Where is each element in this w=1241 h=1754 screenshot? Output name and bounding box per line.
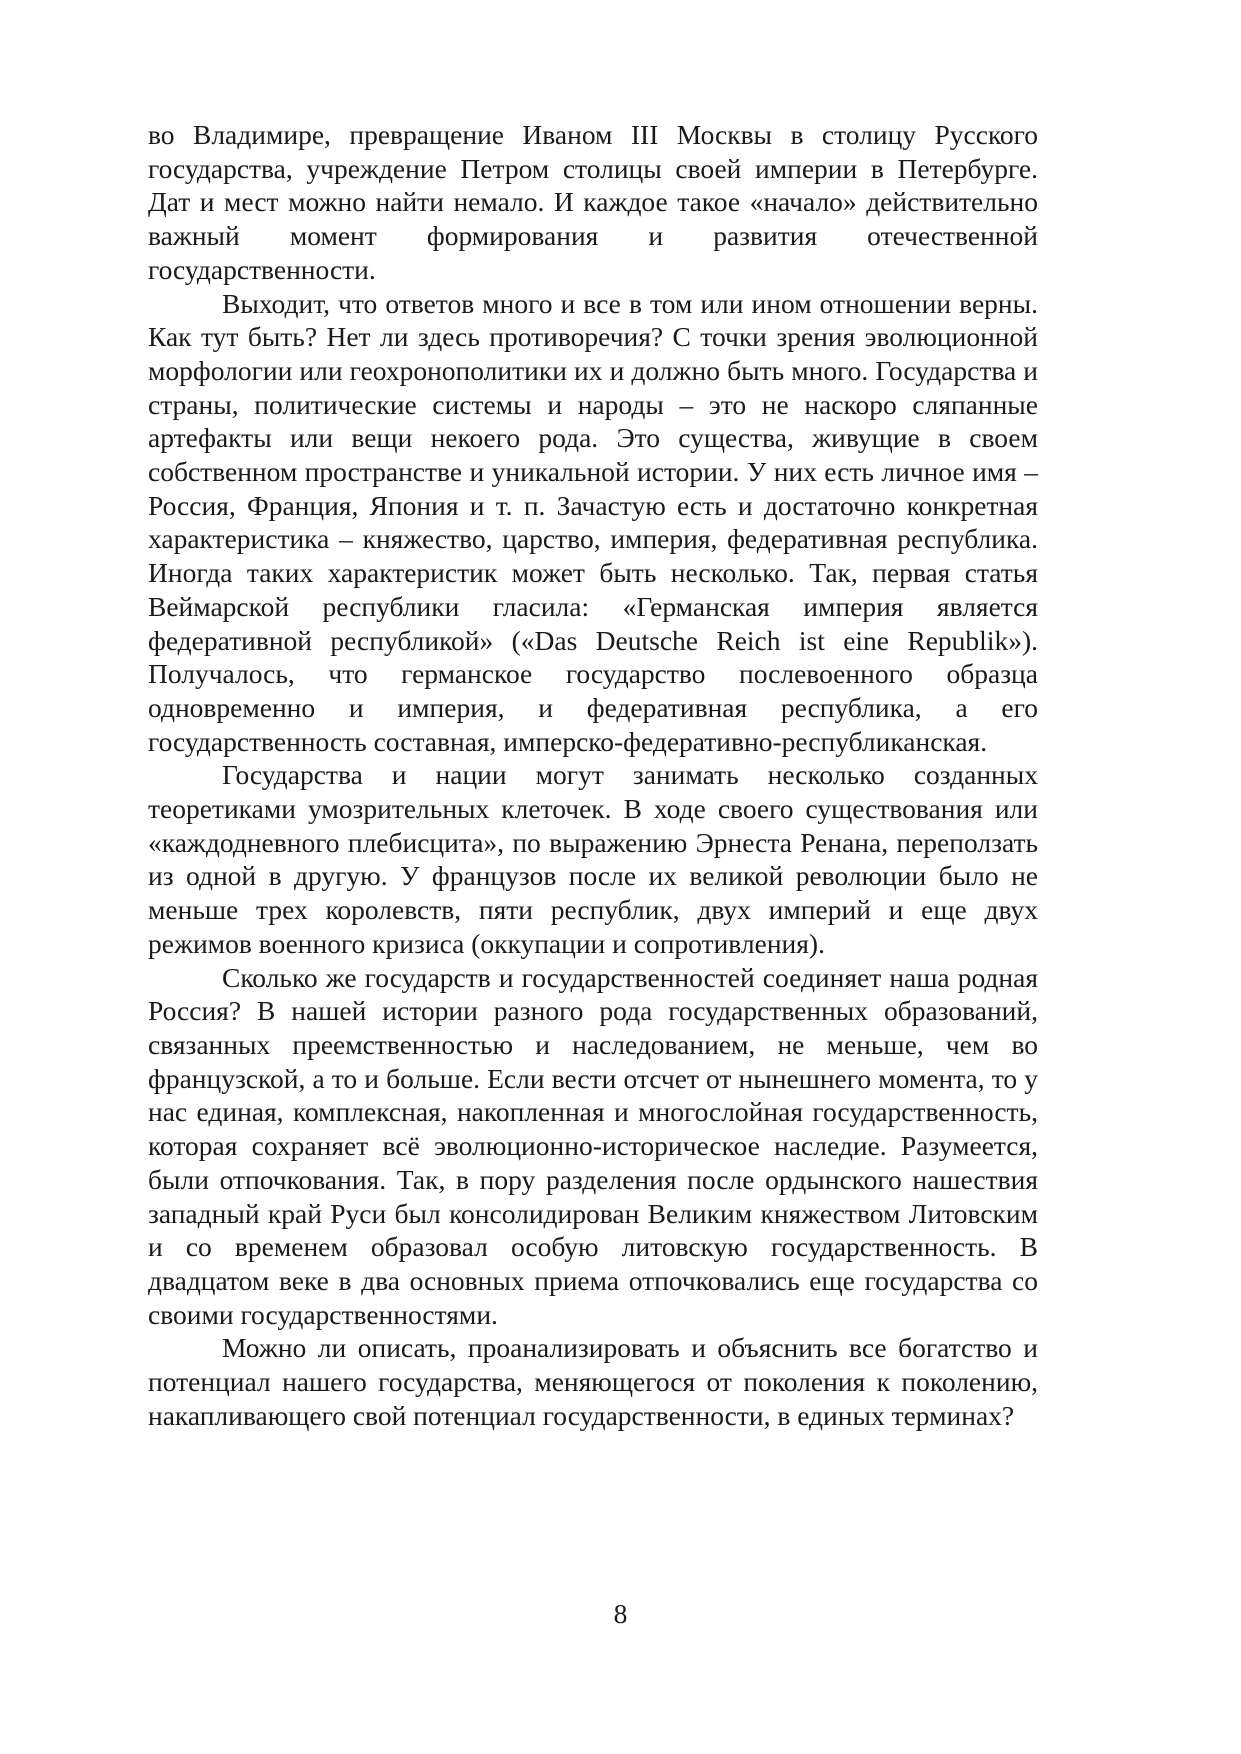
- paragraph-2: Выходит, что ответов много и все в том или ином отношении верны. Как тут быть? Нет ли здесь противоречия? С точки зрения эволюционной морфологии или геохронополитики их и должно быть много. Государства и страны, политические системы и народы – это не наскоро сляпанные артефакты или вещи некоего рода. Это существа, живущие в своем собственном пространстве и уникальной истории. У них есть личное имя – Россия, Франция, Япония и т. п. Зачастую есть и достаточно конкретная характеристика – княжество, царство, империя, федеративная республика. Иногда таких характеристик может быть несколько. Так, первая статья Веймарской республики гласила: «Германская империя является федеративной республикой» («Das Deutsche Reich ist eine Republik»). Получалось, что германское государство послевоенного образца одновременно и империя, и федеративная республика, а его государственность составная, имперско-федеративно-республиканская.: [148, 287, 1038, 757]
- page-number: 8: [613, 1598, 628, 1629]
- paragraph-1: во Владимире, превращение Иваном III Москвы в столицу Русского государства, учреждение Петром столицы своей империи в Петербурге. Дат и мест можно найти немало. И каждое такое «начало» действительно важный момент формирования и развития отечественной государственности.: [148, 119, 1038, 285]
- paragraph-5: Можно ли описать, проанализировать и объяснить все богатство и потенциал нашего государства, меняющегося от поколения к поколению, накапливающего свой потенциал государственности, в единых терминах?: [148, 1332, 1038, 1431]
- paragraph-3: Государства и нации могут занимать несколько созданных теоретиками умозрительных клеточек. В ходе своего существования или «каждодневного плебисцита», по выражению Эрнеста Ренана, переползать из одной в другую. У французов после их великой революции было не меньше трех королевств, пяти республик, двух империй и еще двух режимов военного кризиса (оккупации и сопротивления).: [148, 759, 1038, 959]
- paragraph-4: Сколько же государств и государственностей соединяет наша родная Россия? В нашей истории разного рода государственных образований, связанных преемственностью и наследованием, не меньше, чем во французской, а то и больше. Если вести отсчет от нынешнего момента, то у нас единая, комплексная, накопленная и многослойная государственность, которая сохраняет всё эволюционно-историческое наследие. Разумеется, были отпочкования. Так, в пору разделения после ордынского нашествия западный край Руси был консолидирован Великим княжеством Литовским и со временем образовал особую литовскую государственность. В двадцатом веке в два основных приема отпочковались еще государства со своими государственностями.: [148, 961, 1038, 1330]
- page-body: [148, 118, 1038, 1432]
